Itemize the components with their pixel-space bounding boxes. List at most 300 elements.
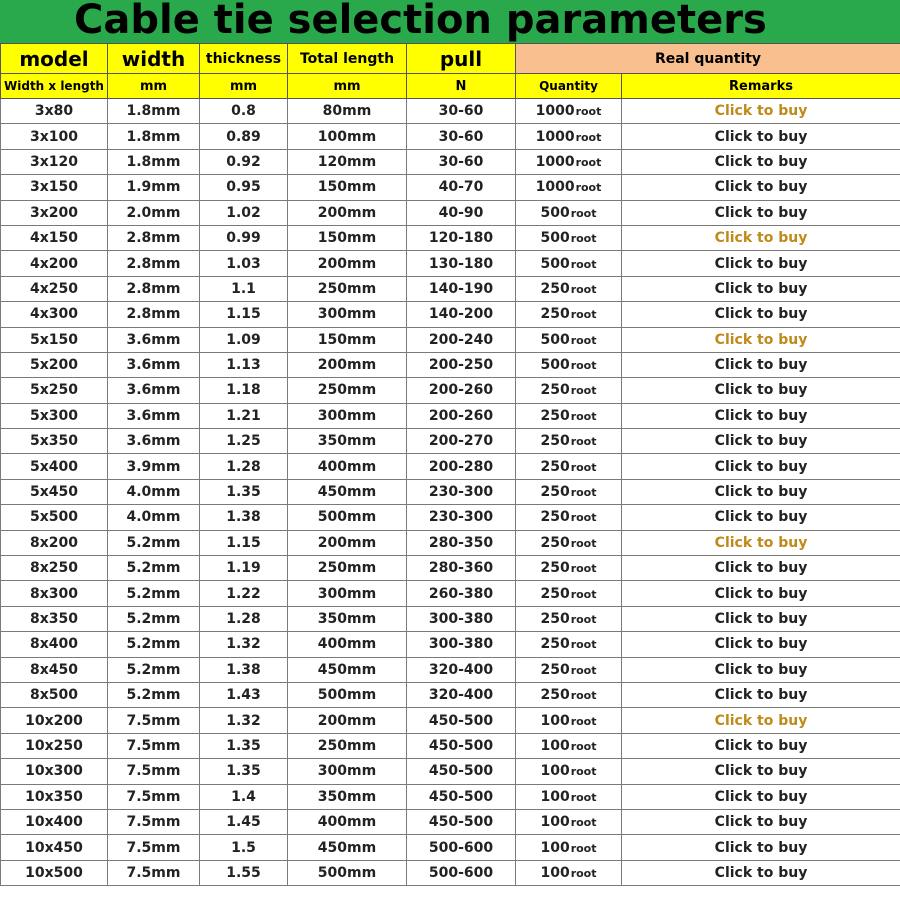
width-cell: 7.5mm: [108, 835, 200, 860]
quantity-value: 250: [540, 687, 570, 704]
table-row: [1, 835, 900, 860]
length-cell: 200mm: [288, 251, 407, 276]
length-cell: 150mm: [288, 175, 407, 200]
model-cell: 10x350: [1, 784, 108, 809]
quantity-unit: root: [570, 206, 597, 220]
model-cell: 3x150: [1, 175, 108, 200]
quantity-value: 250: [540, 661, 570, 678]
length-cell: 450mm: [288, 479, 407, 504]
width-cell: 3.9mm: [108, 454, 200, 479]
quantity-cell: [516, 276, 622, 301]
click-to-buy-link[interactable]: Click to buy: [622, 556, 900, 581]
header-pull: pull: [407, 44, 516, 74]
quantity-unit: root: [570, 866, 597, 880]
table-row: [1, 225, 900, 250]
quantity-value: 100: [540, 763, 570, 780]
model-cell: 5x400: [1, 454, 108, 479]
length-cell: 250mm: [288, 276, 407, 301]
quantity-cell: [516, 378, 622, 403]
width-cell: 1.9mm: [108, 175, 200, 200]
length-cell: 450mm: [288, 835, 407, 860]
model-cell: 5x150: [1, 327, 108, 352]
quantity-unit: root: [570, 511, 597, 525]
quantity-cell: [516, 505, 622, 530]
quantity-cell: [516, 479, 622, 504]
table-row: [1, 632, 900, 657]
pull-cell: 500-600: [407, 835, 516, 860]
length-cell: 200mm: [288, 708, 407, 733]
click-to-buy-link[interactable]: Click to buy: [622, 835, 900, 860]
quantity-unit: root: [570, 435, 597, 449]
table-row: [1, 708, 900, 733]
thickness-cell: 1.03: [200, 251, 288, 276]
click-to-buy-link[interactable]: Click to buy: [622, 708, 900, 733]
model-cell: 10x200: [1, 708, 108, 733]
parameter-table: [0, 43, 900, 886]
click-to-buy-link[interactable]: Click to buy: [622, 378, 900, 403]
length-cell: 120mm: [288, 149, 407, 174]
length-cell: 350mm: [288, 784, 407, 809]
width-cell: 2.8mm: [108, 225, 200, 250]
model-cell: 4x250: [1, 276, 108, 301]
click-to-buy-link[interactable]: Click to buy: [622, 733, 900, 758]
thickness-cell: 1.18: [200, 378, 288, 403]
thickness-cell: 1.32: [200, 708, 288, 733]
model-cell: 8x450: [1, 657, 108, 682]
quantity-value: 250: [540, 306, 570, 323]
click-to-buy-link[interactable]: Click to buy: [622, 200, 900, 225]
width-cell: 2.0mm: [108, 200, 200, 225]
quantity-cell: [516, 327, 622, 352]
thickness-cell: 1.35: [200, 733, 288, 758]
click-to-buy-link[interactable]: Click to buy: [622, 479, 900, 504]
quantity-cell: [516, 302, 622, 327]
quantity-cell: [516, 175, 622, 200]
model-cell: 5x350: [1, 429, 108, 454]
table-row: [1, 200, 900, 225]
quantity-value: 100: [540, 788, 570, 805]
table-row: [1, 606, 900, 631]
pull-cell: 230-300: [407, 479, 516, 504]
width-cell: 3.6mm: [108, 352, 200, 377]
table-row: [1, 251, 900, 276]
pull-cell: 230-300: [407, 505, 516, 530]
model-cell: 8x400: [1, 632, 108, 657]
length-cell: 350mm: [288, 429, 407, 454]
thickness-cell: 1.13: [200, 352, 288, 377]
quantity-cell: [516, 124, 622, 149]
pull-cell: 200-240: [407, 327, 516, 352]
model-cell: 3x80: [1, 99, 108, 124]
quantity-value: 1000: [535, 103, 575, 120]
length-cell: 400mm: [288, 454, 407, 479]
thickness-cell: 1.55: [200, 860, 288, 885]
length-cell: 250mm: [288, 556, 407, 581]
pull-cell: 450-500: [407, 809, 516, 834]
quantity-cell: [516, 530, 622, 555]
model-cell: 4x300: [1, 302, 108, 327]
table-row: [1, 403, 900, 428]
length-cell: 200mm: [288, 352, 407, 377]
subheader-width: mm: [108, 74, 200, 99]
click-to-buy-link[interactable]: Click to buy: [622, 225, 900, 250]
click-to-buy-link[interactable]: Click to buy: [622, 276, 900, 301]
quantity-cell: [516, 860, 622, 885]
quantity-unit: root: [570, 613, 597, 626]
quantity-cell: [516, 733, 622, 758]
width-cell: 1.8mm: [108, 149, 200, 174]
length-cell: 500mm: [288, 682, 407, 707]
thickness-cell: 0.99: [200, 225, 288, 250]
table-row: [1, 581, 900, 606]
quantity-value: 1000: [535, 179, 575, 196]
quantity-unit: root: [570, 587, 597, 601]
quantity-unit: root: [570, 562, 597, 576]
quantity-cell: [516, 149, 622, 174]
pull-cell: 450-500: [407, 784, 516, 809]
width-cell: 3.6mm: [108, 327, 200, 352]
table-row: [1, 124, 900, 149]
quantity-value: 250: [540, 458, 570, 475]
quantity-unit: root: [575, 105, 602, 119]
quantity-unit: root: [570, 359, 597, 373]
click-to-buy-link[interactable]: Click to buy: [622, 149, 900, 174]
width-cell: 3.6mm: [108, 429, 200, 454]
pull-cell: 320-400: [407, 657, 516, 682]
length-cell: 100mm: [288, 124, 407, 149]
quantity-value: 500: [540, 230, 570, 247]
length-cell: 300mm: [288, 302, 407, 327]
thickness-cell: 1.28: [200, 606, 288, 631]
quantity-value: 250: [540, 433, 570, 450]
thickness-cell: 1.45: [200, 809, 288, 834]
width-cell: 5.2mm: [108, 581, 200, 606]
quantity-unit: root: [570, 308, 597, 322]
quantity-unit: root: [570, 739, 597, 753]
width-cell: 5.2mm: [108, 632, 200, 657]
length-cell: 400mm: [288, 632, 407, 657]
pull-cell: 280-360: [407, 556, 516, 581]
width-cell: 7.5mm: [108, 860, 200, 885]
quantity-cell: [516, 429, 622, 454]
length-cell: 300mm: [288, 403, 407, 428]
quantity-value: 250: [540, 560, 570, 577]
thickness-cell: 0.95: [200, 175, 288, 200]
table-row: [1, 327, 900, 352]
pull-cell: 300-380: [407, 606, 516, 631]
table-row: [1, 302, 900, 327]
thickness-cell: 1.21: [200, 403, 288, 428]
pull-cell: 200-250: [407, 352, 516, 377]
quantity-value: 100: [540, 712, 570, 729]
quantity-unit: root: [570, 384, 597, 398]
click-to-buy-link[interactable]: Click to buy: [622, 809, 900, 834]
width-cell: 2.8mm: [108, 302, 200, 327]
quantity-unit: root: [570, 460, 597, 474]
header-real-quantity: Real quantity: [516, 44, 900, 74]
quantity-value: 250: [540, 382, 570, 399]
click-to-buy-link[interactable]: Click to buy: [622, 429, 900, 454]
quantity-cell: [516, 682, 622, 707]
thickness-cell: 1.1: [200, 276, 288, 301]
thickness-cell: 1.35: [200, 479, 288, 504]
pull-cell: 140-200: [407, 302, 516, 327]
model-cell: 8x250: [1, 556, 108, 581]
thickness-cell: 1.02: [200, 200, 288, 225]
pull-cell: 200-260: [407, 378, 516, 403]
quantity-cell: [516, 657, 622, 682]
thickness-cell: 1.43: [200, 682, 288, 707]
table-row: [1, 479, 900, 504]
quantity-cell: [516, 809, 622, 834]
quantity-unit: root: [575, 181, 602, 195]
quantity-unit: root: [570, 282, 597, 296]
length-cell: 200mm: [288, 530, 407, 555]
length-cell: 500mm: [288, 505, 407, 530]
model-cell: 10x500: [1, 860, 108, 885]
quantity-cell: [516, 632, 622, 657]
length-cell: 350mm: [288, 606, 407, 631]
click-to-buy-link[interactable]: Click to buy: [622, 682, 900, 707]
table-row: [1, 149, 900, 174]
click-to-buy-link[interactable]: Click to buy: [622, 175, 900, 200]
table-row: [1, 759, 900, 784]
subheader-quantity: Quantity: [516, 74, 622, 99]
subheader-thickness: mm: [200, 74, 288, 99]
pull-cell: 120-180: [407, 225, 516, 250]
click-to-buy-link[interactable]: Click to buy: [622, 530, 900, 555]
click-to-buy-link[interactable]: Click to buy: [622, 403, 900, 428]
quantity-value: 250: [540, 280, 570, 297]
width-cell: 4.0mm: [108, 505, 200, 530]
model-cell: 4x150: [1, 225, 108, 250]
quantity-unit: root: [575, 130, 602, 144]
click-to-buy-link[interactable]: Click to buy: [622, 632, 900, 657]
pull-cell: 40-90: [407, 200, 516, 225]
width-cell: 7.5mm: [108, 733, 200, 758]
table-row: [1, 99, 900, 124]
pull-cell: 260-380: [407, 581, 516, 606]
quantity-value: 250: [540, 509, 570, 526]
thickness-cell: 0.8: [200, 99, 288, 124]
pull-cell: 30-60: [407, 99, 516, 124]
width-cell: 7.5mm: [108, 809, 200, 834]
click-to-buy-link[interactable]: Click to buy: [622, 657, 900, 682]
thickness-cell: 1.19: [200, 556, 288, 581]
click-to-buy-link[interactable]: Click to buy: [622, 454, 900, 479]
pull-cell: 320-400: [407, 682, 516, 707]
table-row: [1, 784, 900, 809]
quantity-value: 100: [540, 839, 570, 856]
click-to-buy-link[interactable]: Click to buy: [622, 327, 900, 352]
quantity-cell: [516, 225, 622, 250]
click-to-buy-link[interactable]: Click to buy: [622, 759, 900, 784]
quantity-unit: root: [570, 232, 597, 246]
quantity-value: 100: [540, 864, 570, 881]
table-row: [1, 276, 900, 301]
quantity-unit: root: [570, 409, 597, 423]
click-to-buy-link[interactable]: Click to buy: [622, 251, 900, 276]
page-title: Cable tie selection parameters: [74, 0, 767, 43]
thickness-cell: 1.35: [200, 759, 288, 784]
quantity-value: 500: [540, 331, 570, 348]
quantity-value: 250: [540, 484, 570, 501]
table-row: [1, 657, 900, 682]
quantity-cell: [516, 403, 622, 428]
quantity-unit: root: [570, 257, 597, 271]
model-cell: 4x200: [1, 251, 108, 276]
header-thickness: thickness: [200, 44, 288, 74]
quantity-value: 250: [540, 534, 570, 551]
table-row: [1, 733, 900, 758]
table-row: [1, 352, 900, 377]
model-cell: 5x250: [1, 378, 108, 403]
subheader-remarks: Remarks: [622, 74, 900, 99]
table-row: [1, 530, 900, 555]
width-cell: 1.8mm: [108, 124, 200, 149]
width-cell: 3.6mm: [108, 378, 200, 403]
pull-cell: 500-600: [407, 860, 516, 885]
length-cell: 300mm: [288, 759, 407, 784]
quantity-cell: [516, 784, 622, 809]
quantity-value: 500: [540, 255, 570, 272]
width-cell: 5.2mm: [108, 682, 200, 707]
subheader-length: mm: [288, 74, 407, 99]
pull-cell: 130-180: [407, 251, 516, 276]
table-row: [1, 175, 900, 200]
width-cell: 4.0mm: [108, 479, 200, 504]
thickness-cell: 1.09: [200, 327, 288, 352]
table-row: [1, 556, 900, 581]
header-model: model: [1, 44, 108, 74]
model-cell: 10x300: [1, 759, 108, 784]
quantity-unit: root: [575, 155, 602, 169]
header-row-1: [1, 44, 900, 74]
pull-cell: 30-60: [407, 149, 516, 174]
model-cell: 8x350: [1, 606, 108, 631]
pull-cell: 280-350: [407, 530, 516, 555]
subheader-pull: N: [407, 74, 516, 99]
model-cell: 3x120: [1, 149, 108, 174]
length-cell: 150mm: [288, 327, 407, 352]
quantity-cell: [516, 759, 622, 784]
click-to-buy-link[interactable]: Click to buy: [622, 352, 900, 377]
table-row: [1, 429, 900, 454]
thickness-cell: 1.25: [200, 429, 288, 454]
length-cell: 450mm: [288, 657, 407, 682]
quantity-unit: root: [570, 486, 597, 500]
quantity-unit: root: [570, 689, 597, 703]
thickness-cell: 1.15: [200, 530, 288, 555]
quantity-unit: root: [570, 841, 597, 855]
length-cell: 500mm: [288, 860, 407, 885]
model-cell: 10x250: [1, 733, 108, 758]
quantity-value: 250: [540, 407, 570, 424]
width-cell: 5.2mm: [108, 606, 200, 631]
quantity-value: 1000: [535, 128, 575, 145]
click-to-buy-link[interactable]: Click to buy: [622, 581, 900, 606]
width-cell: 7.5mm: [108, 759, 200, 784]
pull-cell: 450-500: [407, 759, 516, 784]
thickness-cell: 1.32: [200, 632, 288, 657]
quantity-cell: [516, 251, 622, 276]
thickness-cell: 0.92: [200, 149, 288, 174]
width-cell: 2.8mm: [108, 251, 200, 276]
model-cell: 5x200: [1, 352, 108, 377]
title-bar: [0, 0, 900, 43]
width-cell: 3.6mm: [108, 403, 200, 428]
table-row: [1, 454, 900, 479]
width-cell: 7.5mm: [108, 708, 200, 733]
quantity-unit: root: [570, 333, 597, 347]
thickness-cell: 1.4: [200, 784, 288, 809]
model-cell: 10x450: [1, 835, 108, 860]
thickness-cell: 1.15: [200, 302, 288, 327]
quantity-unit: root: [570, 663, 597, 677]
quantity-value: 250: [540, 636, 570, 653]
quantity-unit: root: [570, 714, 597, 728]
length-cell: 150mm: [288, 225, 407, 250]
table-row: [1, 378, 900, 403]
model-cell: 5x300: [1, 403, 108, 428]
thickness-cell: 0.89: [200, 124, 288, 149]
click-to-buy-link[interactable]: Click to buy: [622, 784, 900, 809]
length-cell: 300mm: [288, 581, 407, 606]
click-to-buy-link[interactable]: Click to buy: [622, 505, 900, 530]
header-total-length: Total length: [288, 44, 407, 74]
subheader-model: Width x length: [1, 74, 108, 99]
click-to-buy-link[interactable]: Click to buy: [622, 302, 900, 327]
table-body: [1, 44, 900, 886]
length-cell: 200mm: [288, 200, 407, 225]
quantity-cell: [516, 556, 622, 581]
pull-cell: 200-260: [407, 403, 516, 428]
model-cell: 3x100: [1, 124, 108, 149]
click-to-buy-link[interactable]: Click to buy: [622, 99, 900, 124]
quantity-cell: [516, 200, 622, 225]
quantity-value: 250: [540, 611, 570, 627]
model-cell: 5x450: [1, 479, 108, 504]
quantity-cell: [516, 352, 622, 377]
width-cell: 1.8mm: [108, 99, 200, 124]
model-cell: 10x400: [1, 809, 108, 834]
width-cell: 5.2mm: [108, 657, 200, 682]
quantity-value: 100: [540, 814, 570, 831]
click-to-buy-link[interactable]: Click to buy: [622, 860, 900, 885]
header-row-2: [1, 74, 900, 99]
model-cell: 3x200: [1, 200, 108, 225]
length-cell: 250mm: [288, 378, 407, 403]
quantity-unit: root: [570, 816, 597, 830]
table-row: [1, 505, 900, 530]
table-row: [1, 809, 900, 834]
click-to-buy-link[interactable]: Click to buy: [622, 124, 900, 149]
quantity-unit: root: [570, 790, 597, 804]
pull-cell: 450-500: [407, 733, 516, 758]
pull-cell: 140-190: [407, 276, 516, 301]
click-to-buy-link[interactable]: Click to buy: [622, 606, 900, 631]
length-cell: 400mm: [288, 809, 407, 834]
thickness-cell: 1.28: [200, 454, 288, 479]
quantity-cell: [516, 99, 622, 124]
quantity-cell: [516, 606, 622, 631]
thickness-cell: 1.5: [200, 835, 288, 860]
thickness-cell: 1.38: [200, 657, 288, 682]
model-cell: 5x500: [1, 505, 108, 530]
pull-cell: 450-500: [407, 708, 516, 733]
table-row: [1, 860, 900, 885]
pull-cell: 30-60: [407, 124, 516, 149]
